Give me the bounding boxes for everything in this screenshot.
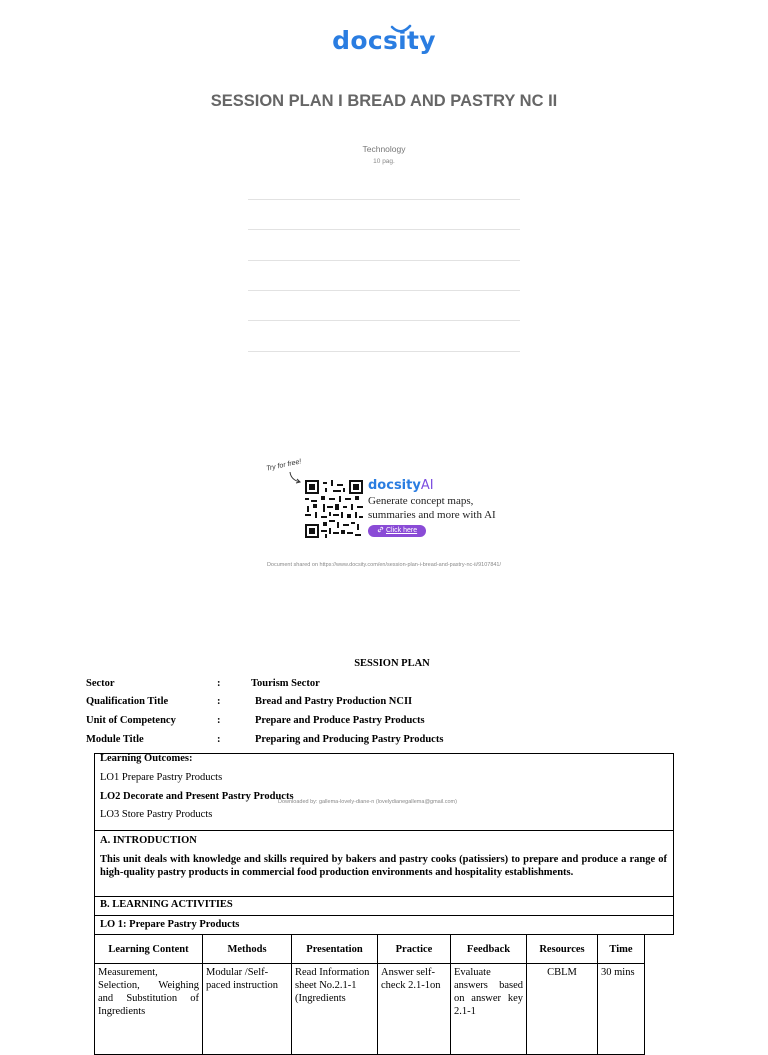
- table-cell-content: Measurement, Selection, Weighing and Substitution of Ingredients: [95, 964, 203, 1055]
- table-row: [95, 964, 645, 1055]
- table-cell-presentation: Read Information sheet No.2.1-1 (Ingredients: [292, 964, 378, 1055]
- divider: [248, 260, 520, 261]
- info-value: Prepare and Produce Pastry Products: [255, 715, 425, 726]
- table-cell-practice: Answer self-check 2.1-1on: [378, 964, 451, 1055]
- document-category[interactable]: Technology: [362, 144, 406, 154]
- download-watermark: Downloaded by: gallema-lovely-diane-n (lovelydianegallema@gmail.com): [278, 799, 457, 805]
- docsity-logo[interactable]: [0, 26, 768, 55]
- try-free-label: Try for free!: [265, 458, 302, 473]
- table-header-cell: Practice: [378, 935, 451, 964]
- shared-url-note[interactable]: Document shared on https://www.docsity.com/en/session-plan-i-bread-and-pastry-nc-ii/9107841/: [266, 562, 502, 568]
- session-plan-heading: SESSION PLAN: [354, 658, 430, 669]
- divider: [248, 199, 520, 200]
- info-label: Qualification Title: [86, 696, 169, 707]
- info-colon: :: [217, 734, 221, 745]
- info-colon: :: [217, 696, 221, 707]
- info-label: Sector: [86, 678, 115, 689]
- divider: [248, 290, 520, 291]
- learning-activities-heading: B. LEARNING ACTIVITIES: [100, 899, 233, 910]
- document-page-count: 10 pag.: [373, 158, 395, 165]
- table-cell-methods: Modular /Self-paced instruction: [203, 964, 292, 1055]
- docsity-ai-logo: docsityAI: [368, 478, 434, 493]
- table-header-cell: Feedback: [451, 935, 527, 964]
- table-header-cell: Presentation: [292, 935, 378, 964]
- promo-description: Generate concept maps, summaries and more with AI: [368, 495, 496, 521]
- learning-outcomes-heading: Learning Outcomes:: [100, 753, 193, 764]
- divider: [248, 229, 520, 230]
- info-value: Bread and Pastry Production NCII: [255, 696, 413, 707]
- divider: [248, 320, 520, 321]
- introduction-heading: A. INTRODUCTION: [100, 835, 197, 846]
- table-header-cell: Resources: [527, 935, 598, 964]
- divider: [248, 351, 520, 352]
- learning-outcome-item: LO2 Decorate and Present Pastry Products: [100, 791, 294, 802]
- docsity-ai-promo[interactable]: [264, 458, 514, 544]
- info-value: Tourism Sector: [251, 678, 320, 689]
- introduction-body: This unit deals with knowledge and skills required by bakers and pastry cooks (patissiers) to prepare and produce a range of high-quality pastry products in commercial food production environments and hospitality establishments.: [100, 854, 667, 878]
- learning-outcome-item: LO3 Store Pastry Products: [100, 809, 213, 820]
- info-label: Unit of Competency: [86, 715, 176, 726]
- logo-smile-icon: [390, 24, 412, 36]
- table-cell-feedback: Evaluate answers based on answer key 2.1-1: [451, 964, 527, 1055]
- info-colon: :: [217, 715, 221, 726]
- table-header-cell: Methods: [203, 935, 292, 964]
- info-value: Preparing and Producing Pastry Products: [255, 734, 444, 745]
- table-header-cell: Time: [598, 935, 645, 964]
- click-here-button[interactable]: Click here: [368, 525, 426, 537]
- info-label: Module Title: [86, 734, 144, 745]
- table-header-row: [95, 935, 645, 964]
- table-cell-time: 30 mins: [598, 964, 645, 1055]
- logo-text: docsity: [332, 26, 436, 55]
- qr-code-icon: [305, 480, 363, 538]
- link-icon: [377, 526, 384, 533]
- learning-outcome-item: LO1 Prepare Pastry Products: [100, 772, 223, 783]
- document-title: SESSION PLAN I BREAD AND PASTRY NC II: [210, 92, 558, 110]
- curved-arrow-icon: [288, 470, 304, 486]
- learning-activities-table: [94, 934, 645, 1055]
- table-header-cell: Learning Content: [95, 935, 203, 964]
- lo1-title: LO 1: Prepare Pastry Products: [100, 919, 240, 930]
- table-cell-resources: CBLM: [527, 964, 598, 1055]
- info-colon: :: [217, 678, 221, 689]
